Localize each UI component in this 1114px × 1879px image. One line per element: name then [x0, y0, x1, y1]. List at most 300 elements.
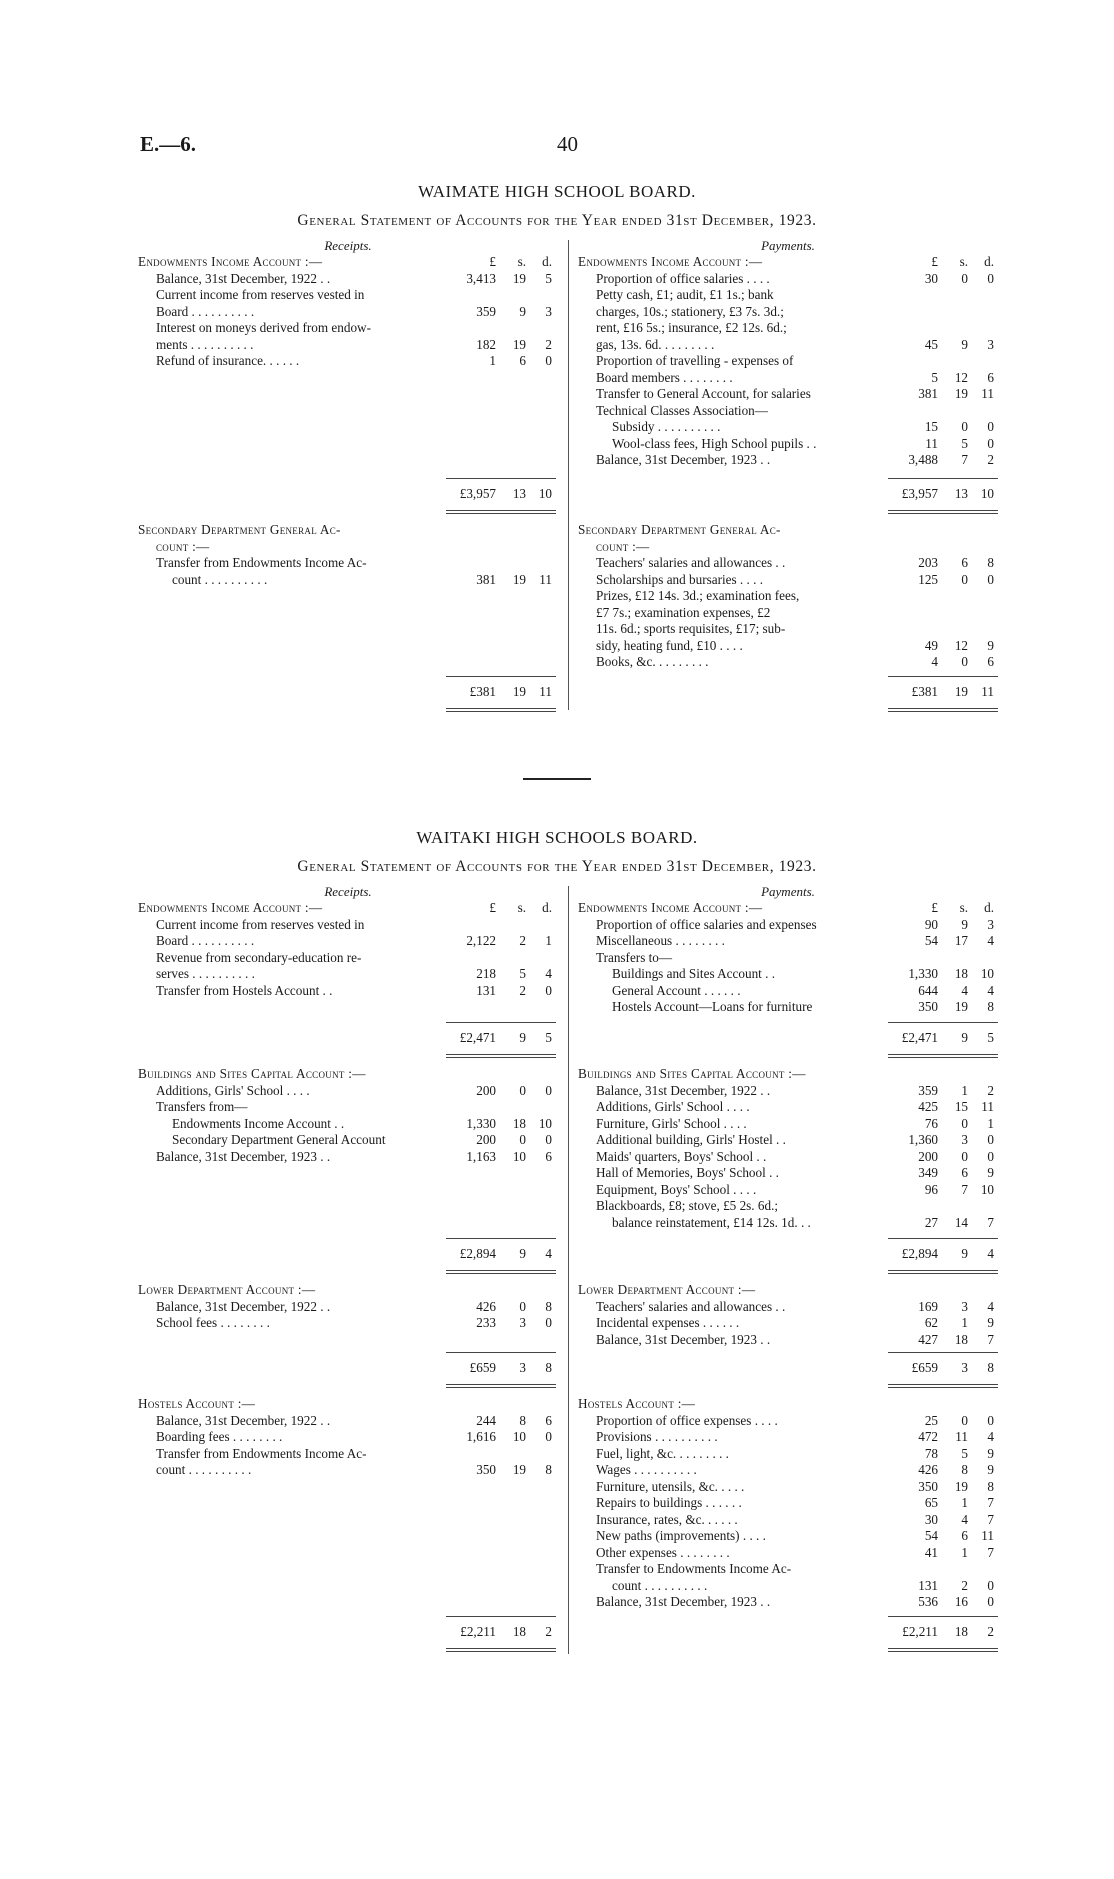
pounds: 78 — [924, 1445, 938, 1461]
pounds: 425 — [918, 1099, 938, 1114]
amount — [888, 1594, 998, 1611]
amount — [446, 572, 556, 589]
rule — [888, 1648, 998, 1652]
shillings: 9 — [519, 1030, 526, 1045]
rule — [446, 510, 556, 514]
row-label: rent, £16 5s.; insurance, £2 12s. 6d.; — [596, 320, 787, 335]
pounds: 182 — [476, 336, 496, 352]
rule — [888, 1022, 998, 1023]
row-label: Board . . . . . . . . . . — [156, 933, 255, 948]
waimate-receipts-secondary — [138, 522, 556, 588]
ledger-row — [578, 605, 998, 622]
pence: 0 — [545, 982, 552, 998]
pence: 4 — [987, 1246, 994, 1261]
waimate-receipts-secondary-total — [446, 684, 556, 701]
row-label: Furniture, utensils, &c. . . . . — [596, 1478, 745, 1494]
row-label: Endowments Income Account :— — [138, 900, 323, 915]
pounds: 349 — [918, 1165, 938, 1180]
pence: 11 — [539, 571, 552, 587]
pence: 9 — [987, 637, 994, 653]
account-heading — [138, 254, 556, 271]
rule — [888, 478, 998, 479]
amount — [888, 572, 998, 589]
ledger-row — [138, 933, 556, 950]
pounds: £2,471 — [901, 1030, 938, 1045]
row-label: £7 7s.; examination expenses, £2 — [596, 604, 771, 620]
row-label: Balance, 31st December, 1922 . . — [596, 1082, 771, 1098]
waitaki-payments-endowments — [578, 900, 998, 1016]
shillings: 3 — [961, 1132, 968, 1147]
ledger-row — [578, 403, 998, 420]
waitaki-receipts-lower — [138, 1282, 556, 1332]
ledger-row — [578, 1083, 998, 1100]
ledger-row — [578, 1116, 998, 1133]
ledger-row — [138, 337, 556, 354]
pounds: £3,957 — [901, 486, 938, 501]
shillings: s. — [959, 254, 968, 269]
amount — [888, 1246, 998, 1263]
amount — [446, 1149, 556, 1166]
shillings: 12 — [954, 369, 968, 385]
pounds: 54 — [924, 1528, 938, 1543]
receipts-caption: Receipts. — [324, 884, 372, 899]
ledger-row — [578, 1299, 998, 1316]
amount — [888, 337, 998, 354]
row-label: Board members . . . . . . . . — [596, 369, 733, 385]
pence: 0 — [987, 1148, 994, 1164]
row-label: Balance, 31st December, 1922 . . — [156, 1298, 331, 1314]
rule — [888, 1352, 998, 1353]
shillings: 5 — [961, 435, 968, 451]
ledger-row — [138, 1083, 556, 1100]
row-label: serves . . . . . . . . . . — [156, 966, 255, 981]
pounds: 27 — [924, 1214, 938, 1230]
pounds: 350 — [476, 1462, 496, 1477]
waitaki-payments-endowments-total — [888, 1030, 998, 1047]
row-label: Transfer to Endowments Income Ac- — [596, 1561, 792, 1576]
page-number: 40 — [557, 132, 578, 156]
ledger-row — [578, 1512, 998, 1529]
row-label: Lower Department Account :— — [138, 1282, 316, 1297]
ledger-row — [578, 966, 998, 983]
shillings: 6 — [961, 1528, 968, 1543]
amount — [888, 1332, 998, 1349]
row-label: count . . . . . . . . . . — [156, 1462, 252, 1477]
shillings: 9 — [961, 916, 968, 932]
shillings: s. — [959, 900, 968, 915]
pounds: 472 — [918, 1429, 938, 1444]
shillings: 19 — [512, 684, 526, 699]
pence: 8 — [545, 1462, 552, 1477]
pence: 10 — [980, 966, 994, 981]
pounds: 65 — [924, 1495, 938, 1510]
shillings: 18 — [954, 966, 968, 981]
waimate-payments-secondary — [578, 522, 998, 671]
amount — [446, 1083, 556, 1100]
pounds: 4 — [931, 654, 938, 669]
shillings: 5 — [519, 966, 526, 981]
shillings: 6 — [961, 555, 968, 570]
row-label: Transfers from— — [156, 1099, 248, 1114]
row-label: Wages . . . . . . . . . . — [596, 1462, 697, 1477]
shillings: 6 — [961, 1165, 968, 1180]
pence: 2 — [545, 336, 552, 352]
account-heading — [138, 900, 556, 917]
ledger-row — [578, 1182, 998, 1199]
shillings: 9 — [519, 303, 526, 319]
rule — [888, 1384, 998, 1388]
shillings: 3 — [519, 1360, 526, 1375]
shillings: 0 — [961, 1115, 968, 1131]
shillings: 3 — [961, 1360, 968, 1375]
shillings: s. — [517, 254, 526, 269]
waitaki-receipts-buildings — [138, 1066, 556, 1165]
pounds: 350 — [918, 999, 938, 1014]
waitaki-receipts-endowments-total — [446, 1030, 556, 1047]
ledger-row — [578, 287, 998, 304]
ledger-row — [578, 1215, 998, 1232]
shillings: 8 — [519, 1412, 526, 1428]
ledger-row — [578, 1479, 998, 1496]
ledger-row — [578, 572, 998, 589]
pence: 0 — [987, 419, 994, 434]
payments-caption: Payments. — [761, 238, 815, 253]
waitaki-payments-lower — [578, 1282, 998, 1348]
waitaki-receipts-hostels-total — [446, 1624, 556, 1641]
row-label: Prizes, £12 14s. 3d.; examination fees, — [596, 588, 800, 603]
pounds: £659 — [911, 1360, 938, 1375]
pence: 0 — [987, 1594, 994, 1609]
shillings: 3 — [961, 1298, 968, 1314]
pounds: £ — [489, 254, 496, 269]
row-label: Interest on moneys derived from endow- — [156, 320, 371, 335]
pounds: £2,211 — [902, 1624, 938, 1639]
pounds: £ — [489, 900, 496, 915]
pence: 6 — [987, 654, 994, 669]
row-label: Hostels Account :— — [138, 1396, 256, 1411]
row-label: Subsidy . . . . . . . . . . — [612, 419, 721, 434]
row-label: Books, &c. . . . . . . . . — [596, 654, 709, 669]
section-subtitle-waimate: General Statement of Accounts for the Year ended 31st December, 1923. — [297, 212, 817, 229]
shillings: 7 — [961, 452, 968, 467]
rule — [446, 1616, 556, 1617]
pence: 7 — [987, 1214, 994, 1230]
waimate-receipts-endowments-total — [446, 486, 556, 503]
pounds: £2,894 — [459, 1246, 496, 1261]
row-label: Balance, 31st December, 1922 . . — [156, 270, 331, 286]
rule — [888, 510, 998, 514]
pounds: 359 — [918, 1082, 938, 1098]
row-label: Teachers' salaries and allowances . . — [596, 555, 786, 570]
column-divider — [568, 240, 569, 710]
amount — [888, 1495, 998, 1512]
pence: 4 — [987, 1298, 994, 1314]
amount — [888, 933, 998, 950]
rule — [446, 1054, 556, 1058]
amount — [888, 1528, 998, 1545]
amount — [888, 1462, 998, 1479]
row-label: Additions, Girls' School . . . . — [156, 1082, 310, 1098]
waitaki-payments-lower-total — [888, 1360, 998, 1377]
waimate-payments-endowments-total — [888, 486, 998, 503]
pence: 10 — [538, 1115, 552, 1131]
pence: 5 — [545, 270, 552, 286]
pence: 1 — [545, 933, 552, 948]
pounds: 96 — [924, 1181, 938, 1197]
amount — [888, 1479, 998, 1496]
pence: 10 — [980, 486, 994, 501]
amount — [446, 353, 556, 370]
shillings: 0 — [519, 1082, 526, 1098]
row-label: count . . . . . . . . . . — [612, 1577, 708, 1593]
pence: 7 — [987, 1495, 994, 1510]
pence: 0 — [545, 353, 552, 368]
row-label: Current income from reserves vested in — [156, 287, 365, 302]
pounds: 2,122 — [466, 933, 496, 948]
row-label: Balance, 31st December, 1923 . . — [596, 452, 771, 467]
row-label: Equipment, Boys' School . . . . — [596, 1181, 757, 1197]
amount — [446, 1116, 556, 1133]
row-label: General Account . . . . . . — [612, 982, 741, 998]
amount — [446, 933, 556, 950]
account-heading — [138, 1282, 556, 1299]
amount — [888, 1512, 998, 1529]
ledger-row — [138, 1116, 556, 1133]
ledger-row — [578, 1578, 998, 1595]
row-label: Proportion of office salaries . . . . — [596, 270, 770, 286]
rule — [888, 676, 998, 677]
pence: 7 — [987, 1544, 994, 1560]
ledger-row — [138, 287, 556, 304]
ledger-row — [578, 621, 998, 638]
pounds: 76 — [924, 1115, 938, 1131]
amount — [888, 254, 998, 271]
row-label: count . . . . . . . . . . — [172, 571, 268, 587]
ledger-row — [578, 983, 998, 1000]
amount — [446, 900, 556, 917]
rule — [446, 1648, 556, 1652]
row-label: Wool-class fees, High School pupils . . — [612, 435, 817, 451]
amount — [888, 1149, 998, 1166]
pounds: 1,330 — [466, 1115, 496, 1131]
ledger-row — [138, 304, 556, 321]
amount — [888, 1315, 998, 1332]
ledger-row — [578, 1561, 998, 1578]
row-label: 11s. 6d.; sports requisites, £17; sub- — [596, 621, 786, 636]
pounds: £2,894 — [901, 1246, 938, 1261]
pence: 3 — [987, 916, 994, 932]
ledger-row — [138, 1315, 556, 1332]
pence: 8 — [987, 999, 994, 1014]
ledger-row — [138, 353, 556, 370]
pence: 11 — [981, 684, 994, 699]
shillings: 4 — [961, 982, 968, 998]
pounds: 200 — [476, 1132, 496, 1147]
row-label: Scholarships and bursaries . . . . — [596, 571, 764, 587]
pounds: 49 — [924, 637, 938, 653]
amount — [888, 419, 998, 436]
pounds: 200 — [918, 1148, 938, 1164]
amount — [888, 1132, 998, 1149]
amount — [888, 1578, 998, 1595]
shillings: 0 — [961, 419, 968, 434]
shillings: 19 — [512, 270, 526, 286]
row-label: Teachers' salaries and allowances . . — [596, 1298, 786, 1314]
pounds: 1 — [489, 353, 496, 368]
ledger-row — [578, 1332, 998, 1349]
shillings: 10 — [512, 1429, 526, 1444]
amount — [888, 1116, 998, 1133]
ledger-row — [578, 950, 998, 967]
pence: 4 — [987, 1429, 994, 1444]
shillings: 0 — [961, 1148, 968, 1164]
row-label: Transfer from Endowments Income Ac- — [156, 555, 367, 570]
amount — [446, 1246, 556, 1263]
row-label: balance reinstatement, £14 12s. 1d. . . — [612, 1214, 811, 1230]
ledger-row — [578, 386, 998, 403]
amount — [888, 1030, 998, 1047]
ledger-row — [138, 983, 556, 1000]
amount — [888, 1360, 998, 1377]
row-label: Endowments Income Account :— — [578, 254, 763, 269]
pence: 9 — [987, 1165, 994, 1180]
rule — [888, 1238, 998, 1239]
ledger-row — [578, 1099, 998, 1116]
pence: 11 — [981, 1099, 994, 1114]
pounds: 350 — [918, 1478, 938, 1494]
rule — [446, 1238, 556, 1239]
pence: 3 — [545, 303, 552, 319]
shillings: 19 — [954, 386, 968, 401]
pounds: 15 — [924, 419, 938, 434]
pence: 2 — [545, 1624, 552, 1639]
pence: 9 — [987, 1462, 994, 1477]
rule — [888, 1054, 998, 1058]
pence: d. — [984, 900, 994, 915]
amount — [888, 999, 998, 1016]
pounds: 54 — [924, 933, 938, 948]
amount — [888, 1545, 998, 1562]
pounds: 30 — [924, 1511, 938, 1527]
shillings: 1 — [961, 1495, 968, 1510]
row-label: Transfers to— — [596, 949, 673, 965]
amount — [888, 386, 998, 403]
pence: 11 — [981, 1528, 994, 1543]
row-label: Balance, 31st December, 1923 . . — [596, 1331, 771, 1347]
waitaki-payments-hostels-total — [888, 1624, 998, 1641]
ledger-row — [578, 539, 998, 556]
row-label: Balance, 31st December, 1923 . . — [596, 1594, 771, 1609]
row-label: Endowments Income Account :— — [138, 254, 323, 269]
pence: 11 — [981, 386, 994, 401]
pence: 0 — [987, 1577, 994, 1593]
row-label: Maids' quarters, Boys' School . . — [596, 1148, 767, 1164]
amount — [888, 486, 998, 503]
pence: 6 — [545, 1148, 552, 1164]
amount — [446, 1462, 556, 1479]
pounds: 426 — [918, 1462, 938, 1477]
shillings: 9 — [961, 1246, 968, 1261]
pounds: 536 — [918, 1594, 938, 1609]
shillings: 19 — [954, 684, 968, 699]
rule — [446, 1352, 556, 1353]
row-label: Technical Classes Association— — [596, 402, 768, 418]
row-label: Balance, 31st December, 1922 . . — [156, 1412, 331, 1428]
row-label: Secondary Department General Ac- — [138, 522, 341, 537]
amount — [446, 1030, 556, 1047]
ledger-row — [138, 917, 556, 934]
shillings: 18 — [954, 1331, 968, 1347]
pounds: £659 — [469, 1360, 496, 1375]
row-label: ments . . . . . . . . . . — [156, 336, 254, 352]
row-label: Incidental expenses . . . . . . — [596, 1315, 740, 1330]
pounds: 90 — [924, 916, 938, 932]
shillings: 2 — [519, 982, 526, 998]
ledger-row — [578, 1315, 998, 1332]
ledger-row — [578, 1413, 998, 1430]
ledger-row — [578, 588, 998, 605]
row-label: count :— — [156, 538, 210, 554]
pence: 2 — [987, 1624, 994, 1639]
pounds: 62 — [924, 1315, 938, 1330]
pounds: 1,616 — [466, 1429, 496, 1444]
row-label: charges, 10s.; stationery, £3 7s. 3d.; — [596, 303, 784, 319]
ledger-row — [578, 999, 998, 1016]
waitaki-payments-hostels — [578, 1396, 998, 1611]
shillings: 0 — [961, 571, 968, 587]
row-label: Balance, 31st December, 1923 . . — [156, 1148, 331, 1164]
ledger-row — [138, 555, 556, 572]
shillings: 19 — [954, 999, 968, 1014]
shillings: 10 — [512, 1148, 526, 1164]
pounds: £2,211 — [460, 1624, 496, 1639]
shillings: 18 — [512, 1624, 526, 1639]
amount — [888, 1215, 998, 1232]
amount — [446, 1413, 556, 1430]
pence: 5 — [987, 1030, 994, 1045]
shillings: 16 — [954, 1594, 968, 1609]
amount — [446, 983, 556, 1000]
pence: 8 — [987, 1360, 994, 1375]
pence: 7 — [987, 1331, 994, 1347]
shillings: 9 — [519, 1246, 526, 1261]
ledger-row — [578, 1165, 998, 1182]
ledger-row — [138, 1429, 556, 1446]
amount — [888, 1083, 998, 1100]
ledger-row — [138, 1413, 556, 1430]
ledger-row — [578, 337, 998, 354]
ledger-row — [138, 320, 556, 337]
amount — [888, 684, 998, 701]
ledger-row — [138, 966, 556, 983]
pence: 8 — [545, 1360, 552, 1375]
waitaki-receipts-lower-total — [446, 1360, 556, 1377]
shillings: 13 — [954, 486, 968, 501]
ledger-row — [138, 1462, 556, 1479]
account-heading — [138, 1066, 556, 1083]
account-heading — [578, 1396, 998, 1413]
ledger-row — [578, 933, 998, 950]
pounds: 3,488 — [908, 452, 938, 467]
account-heading — [138, 1396, 556, 1413]
ledger-row — [138, 1299, 556, 1316]
shillings: 9 — [961, 1030, 968, 1045]
amount — [888, 1624, 998, 1641]
row-label: Buildings and Sites Capital Account :— — [138, 1066, 366, 1081]
pence: 2 — [987, 1082, 994, 1098]
pence: 0 — [545, 1082, 552, 1098]
row-label: Buildings and Sites Capital Account :— — [578, 1066, 806, 1081]
